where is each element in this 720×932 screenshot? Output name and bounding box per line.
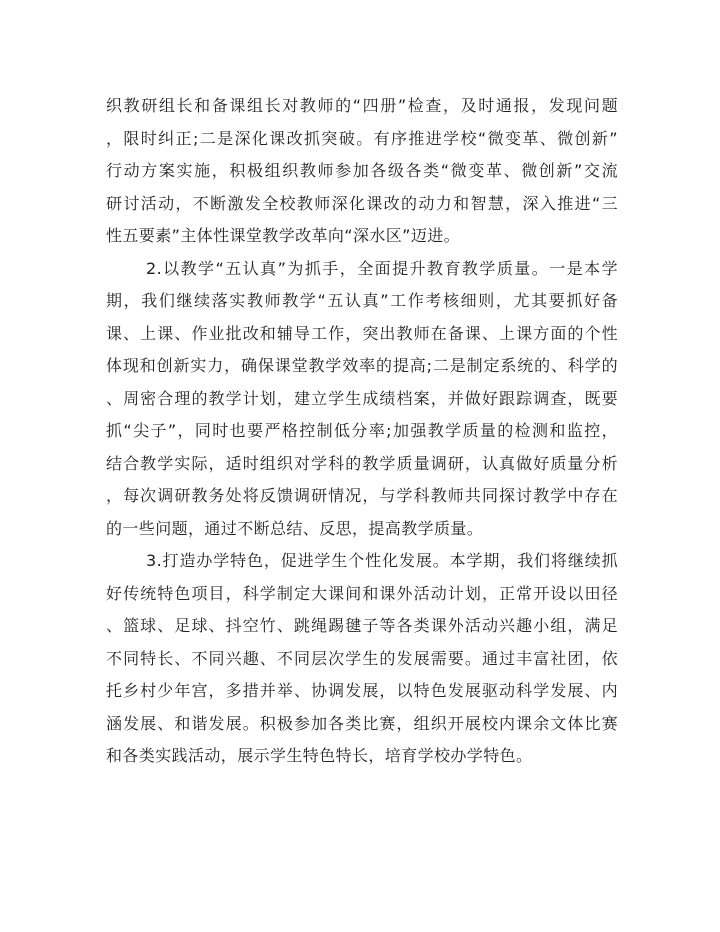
text-line: 体现和创新实力，确保课堂教学效率的提高;二是制定系统的、科学的 <box>106 356 618 375</box>
text-line: 、篮球、足球、抖空竹、跳绳踢毽子等各类课外活动兴趣小组，满足 <box>106 616 618 635</box>
text-line: 期，我们继续落实教师教学“五认真”工作考核细则，尤其要抓好备 <box>106 291 618 310</box>
text-line: 性五要素”主体性课堂教学改革向“深水区”迈进。 <box>106 226 461 245</box>
text-line: 行动方案实施，积极组织教师参加各级各类“微变革、微创新”交流 <box>106 161 618 180</box>
text-line: 课、上课、作业批改和辅导工作，突出教师在备课、上课方面的个性 <box>106 323 618 343</box>
text-line: 的一些问题，通过不断总结、反思，提高教学质量。 <box>106 518 484 538</box>
text-line: 不同特长、不同兴趣、不同层次学生的发展需要。通过丰富社团，依 <box>106 648 618 668</box>
text-line: 织教研组长和备课组长对教师的“四册”检查，及时通报，发现问题 <box>106 96 618 115</box>
text-line: ，限时纠正;二是深化课改抓突破。有序推进学校“微变革、微创新” <box>106 128 618 148</box>
text-line: 结合教学实际，适时组织对学科的教学质量调研，认真做好质量分析 <box>106 453 618 473</box>
body-text <box>106 90 618 773</box>
text-line: 涵发展、和谐发展。积极参加各类比赛，组织开展校内课余文体比赛 <box>106 713 618 733</box>
text-line: 抓“尖子”，同时也要严格控制低分率;加强教学质量的检测和监控， <box>106 421 618 440</box>
text-line: 和各类实践活动，展示学生特色特长，培育学校办学特色。 <box>106 746 533 765</box>
text-line: 、周密合理的教学计划，建立学生成绩档案，并做好跟踪调查，既要 <box>106 388 618 408</box>
paragraph-3-heading-line: 3.打造办学特色，促进学生个性化发展。本学期，我们将继续抓 <box>146 551 618 570</box>
text-line: 托乡村少年宫，多措并举、协调发展，以特色发展驱动科学发展、内 <box>106 681 618 700</box>
text-line: 好传统特色项目，科学制定大课间和课外活动计划，正常开设以田径 <box>106 583 618 603</box>
text-line: ，每次调研教务处将反馈调研情况，与学科教师共同探讨教学中存在 <box>106 486 618 505</box>
paragraph-2-heading-line: 2.以教学“五认真”为抓手，全面提升教育教学质量。一是本学 <box>146 258 618 278</box>
text-line: 研讨活动，不断激发全校教师深化课改的动力和智慧，深入推进“三 <box>106 193 618 213</box>
